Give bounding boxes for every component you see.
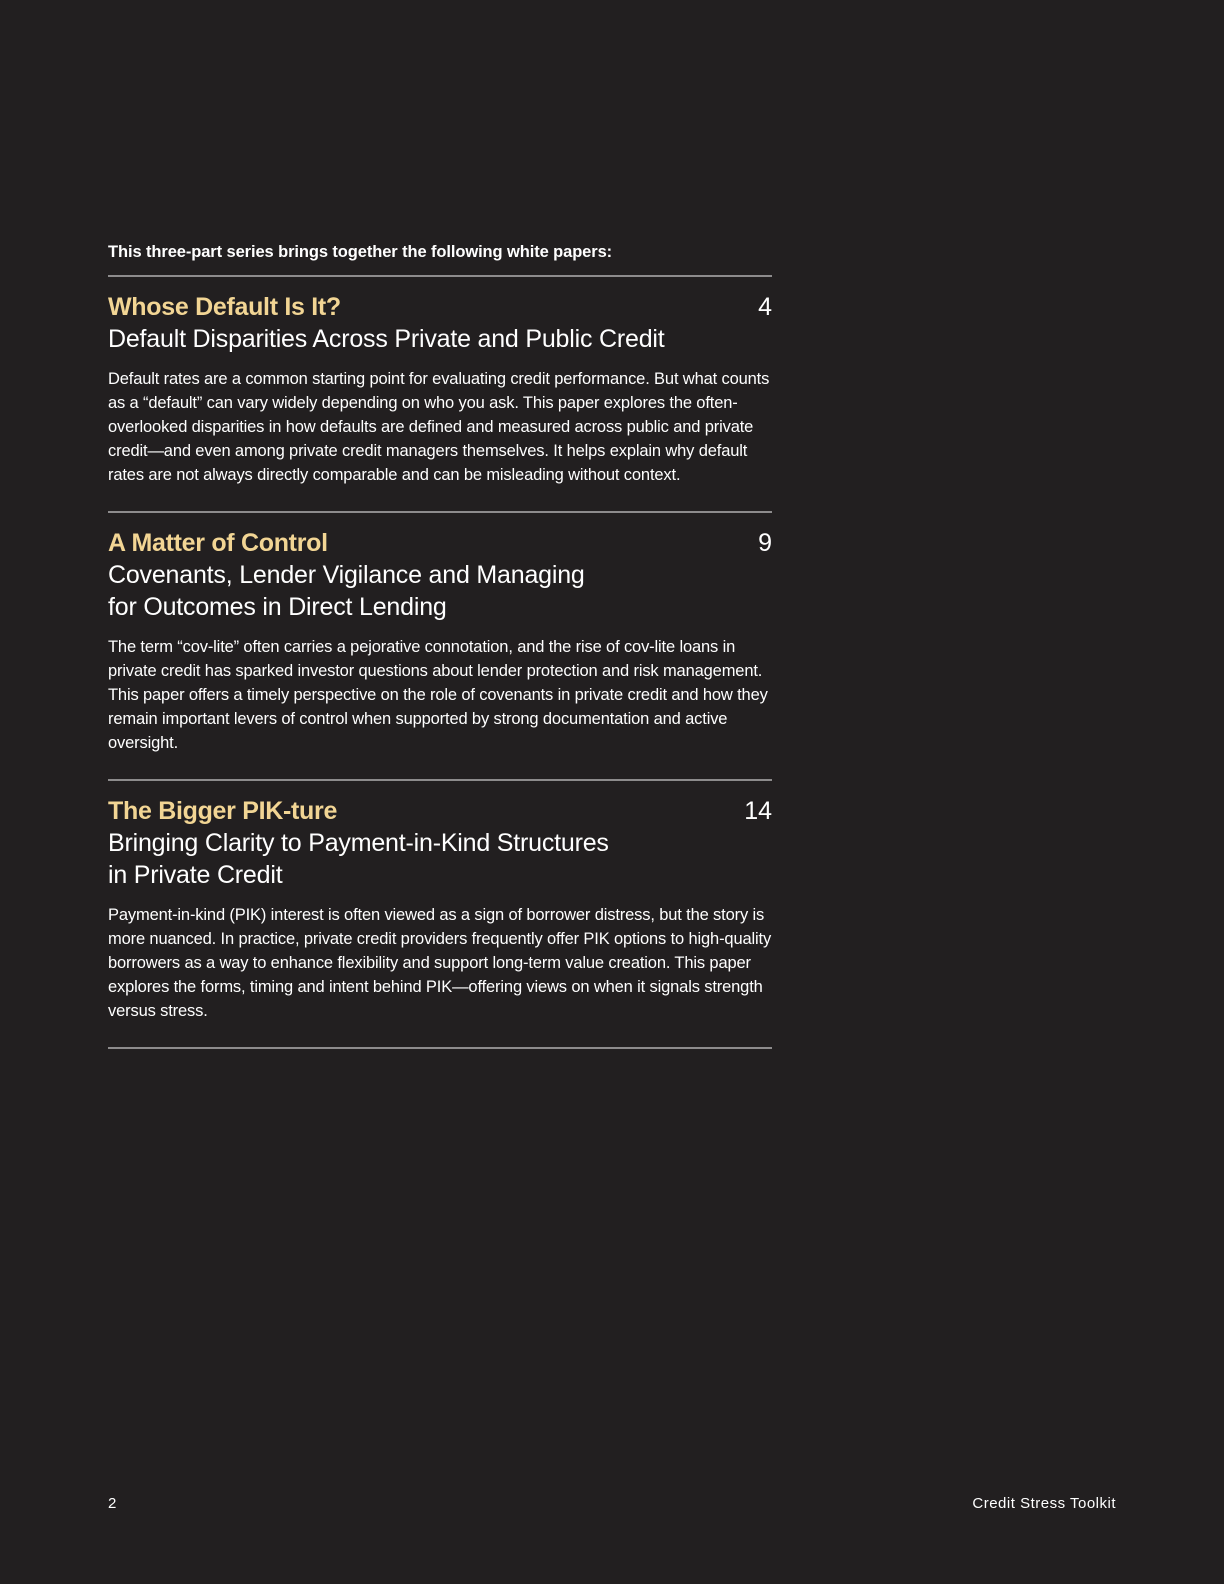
entry-page-number: 14 — [744, 797, 772, 825]
entry-page-number: 9 — [758, 529, 772, 557]
entry-header — [108, 795, 772, 891]
table-of-contents — [108, 236, 772, 1049]
entry-description: The term “cov-lite” often carries a pejorative connotation, and the rise of cov-lite loans in private credit has sparked investor questions about lender protection and risk management. This paper offers a timely perspective on the role of covenants in private credit and how they remain important levers of control when supported by strong documentation and active oversight. — [108, 638, 768, 752]
toc-entry-whose-default[interactable] — [108, 277, 772, 511]
entry-header — [108, 291, 772, 355]
entry-title: Whose Default Is It? — [108, 293, 341, 321]
entry-subtitle — [108, 559, 712, 623]
entry-subtitle-line: Bringing Clarity to Payment-in-Kind Structures — [108, 829, 609, 857]
toc-entry-bigger-pik-ture[interactable] — [108, 781, 772, 1047]
footer-publication-title: Credit Stress Toolkit — [972, 1495, 1116, 1512]
entry-subtitle-line: Default Disparities Across Private and Public Credit — [108, 325, 665, 353]
entry-description: Default rates are a common starting point for evaluating credit performance. But what counts as a “default” can vary widely depending on who you ask. This paper explores the often-overlooked disparities in how defaults are defined and measured across public and private credit—and even among private credit managers themselves. It helps explain why default rates are not always directly comparable and can be misleading without context. — [108, 370, 770, 484]
entry-subtitle — [108, 827, 712, 891]
entry-page-number: 4 — [758, 293, 772, 321]
entry-title: A Matter of Control — [108, 529, 328, 557]
entry-subtitle-line: for Outcomes in Direct Lending — [108, 593, 447, 621]
entry-description: Payment-in-kind (PIK) interest is often viewed as a sign of borrower distress, but the story is more nuanced. In practice, private credit providers frequently offer PIK options to high-quality borrowers as a way to enhance flexibility and support long-term value creation. This paper explores the forms, timing and intent behind PIK—offering views on when it signals strength versus stress. — [108, 906, 772, 1020]
toc-entry-matter-of-control[interactable] — [108, 513, 772, 779]
divider — [108, 1047, 772, 1049]
series-intro: This three-part series brings together the following white papers: — [108, 243, 613, 261]
entry-subtitle — [108, 323, 712, 355]
entry-subtitle-line: in Private Credit — [108, 861, 283, 889]
entry-title: The Bigger PIK-ture — [108, 797, 338, 825]
footer-page-number: 2 — [108, 1495, 117, 1512]
entry-subtitle-line: Covenants, Lender Vigilance and Managing — [108, 561, 585, 589]
entry-header — [108, 527, 772, 623]
